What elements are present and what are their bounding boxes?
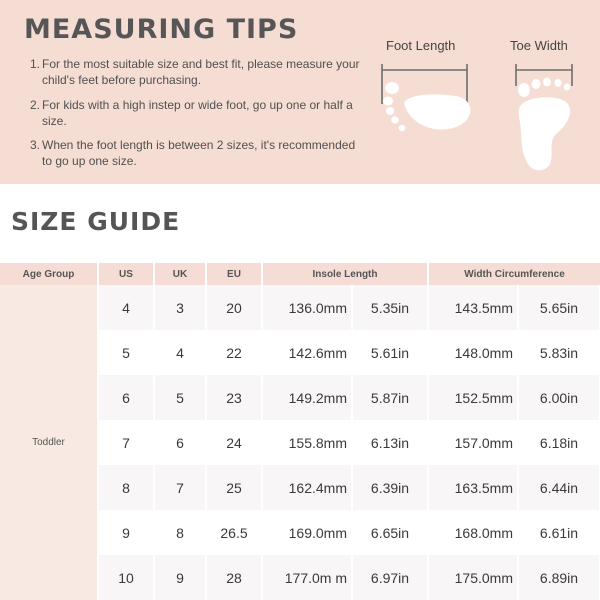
front-foot-icon xyxy=(518,78,570,171)
foot-length-label: Foot Length xyxy=(386,38,456,53)
insole-in-cell: 6.97in xyxy=(352,555,428,600)
eu-cell: 22 xyxy=(206,330,262,375)
foot-measurement-diagram xyxy=(370,56,600,184)
tip-item xyxy=(30,56,360,88)
insole-mm-cell: 142.6mm xyxy=(262,330,352,375)
tip-number: 2. xyxy=(30,98,41,112)
tip-item xyxy=(30,137,360,169)
width-mm-cell: 157.0mm xyxy=(428,420,518,465)
us-cell: 5 xyxy=(98,330,154,375)
width-mm-cell: 175.0mm xyxy=(428,555,518,600)
us-header: US xyxy=(98,263,154,285)
eu-cell: 24 xyxy=(206,420,262,465)
uk-header: UK xyxy=(154,263,206,285)
us-cell: 10 xyxy=(98,555,154,600)
insole-length-header: Insole Length xyxy=(262,263,428,285)
width-mm-cell: 143.5mm xyxy=(428,285,518,330)
uk-cell: 5 xyxy=(154,375,206,420)
eu-cell: 28 xyxy=(206,555,262,600)
age-group-cell: Toddler xyxy=(0,285,98,600)
uk-cell: 4 xyxy=(154,330,206,375)
width-mm-cell: 148.0mm xyxy=(428,330,518,375)
eu-cell: 23 xyxy=(206,375,262,420)
insole-in-cell: 5.35in xyxy=(352,285,428,330)
insole-in-cell: 6.13in xyxy=(352,420,428,465)
uk-cell: 7 xyxy=(154,465,206,510)
side-foot-icon xyxy=(383,82,470,131)
eu-header: EU xyxy=(206,263,262,285)
tip-number: 3. xyxy=(30,138,41,152)
insole-mm-cell: 169.0mm xyxy=(262,510,352,555)
width-in-cell: 5.65in xyxy=(518,285,600,330)
eu-cell: 26.5 xyxy=(206,510,262,555)
age-group-header: Age Group xyxy=(0,263,98,285)
insole-in-cell: 6.39in xyxy=(352,465,428,510)
insole-in-cell: 5.87in xyxy=(352,375,428,420)
tip-text: When the foot length is between 2 sizes, it's recommended to go up one size. xyxy=(42,138,356,168)
uk-cell: 3 xyxy=(154,285,206,330)
tip-item xyxy=(30,97,360,129)
width-mm-cell: 163.5mm xyxy=(428,465,518,510)
width-in-cell: 6.00in xyxy=(518,375,600,420)
us-cell: 6 xyxy=(98,375,154,420)
insole-mm-cell: 162.4mm xyxy=(262,465,352,510)
table-row xyxy=(0,285,600,330)
insole-mm-cell: 136.0mm xyxy=(262,285,352,330)
width-mm-cell: 152.5mm xyxy=(428,375,518,420)
uk-cell: 6 xyxy=(154,420,206,465)
width-circumference-header: Width Circumference xyxy=(428,263,600,285)
width-mm-cell: 168.0mm xyxy=(428,510,518,555)
width-in-cell: 6.61in xyxy=(518,510,600,555)
uk-cell: 8 xyxy=(154,510,206,555)
width-in-cell: 6.18in xyxy=(518,420,600,465)
size-guide-table xyxy=(0,263,600,600)
insole-in-cell: 6.65in xyxy=(352,510,428,555)
width-in-cell: 6.89in xyxy=(518,555,600,600)
eu-cell: 20 xyxy=(206,285,262,330)
width-in-cell: 5.83in xyxy=(518,330,600,375)
tip-number: 1. xyxy=(30,57,41,71)
table-header-row xyxy=(0,263,600,285)
measuring-tips-title: MEASURING TIPS xyxy=(24,14,299,45)
us-cell: 7 xyxy=(98,420,154,465)
measuring-tips-panel xyxy=(0,0,600,184)
insole-mm-cell: 177.0m m xyxy=(262,555,352,600)
insole-mm-cell: 149.2mm xyxy=(262,375,352,420)
us-cell: 4 xyxy=(98,285,154,330)
tip-text: For kids with a high instep or wide foot, go up one or half a size. xyxy=(42,98,353,128)
tip-text: For the most suitable size and best fit, please measure your child's feet before purchasing. xyxy=(42,57,360,87)
us-cell: 8 xyxy=(98,465,154,510)
size-guide-title: SIZE GUIDE xyxy=(11,207,181,236)
toe-width-label: Toe Width xyxy=(510,38,568,53)
eu-cell: 25 xyxy=(206,465,262,510)
width-in-cell: 6.44in xyxy=(518,465,600,510)
insole-mm-cell: 155.8mm xyxy=(262,420,352,465)
insole-in-cell: 5.61in xyxy=(352,330,428,375)
us-cell: 9 xyxy=(98,510,154,555)
uk-cell: 9 xyxy=(154,555,206,600)
